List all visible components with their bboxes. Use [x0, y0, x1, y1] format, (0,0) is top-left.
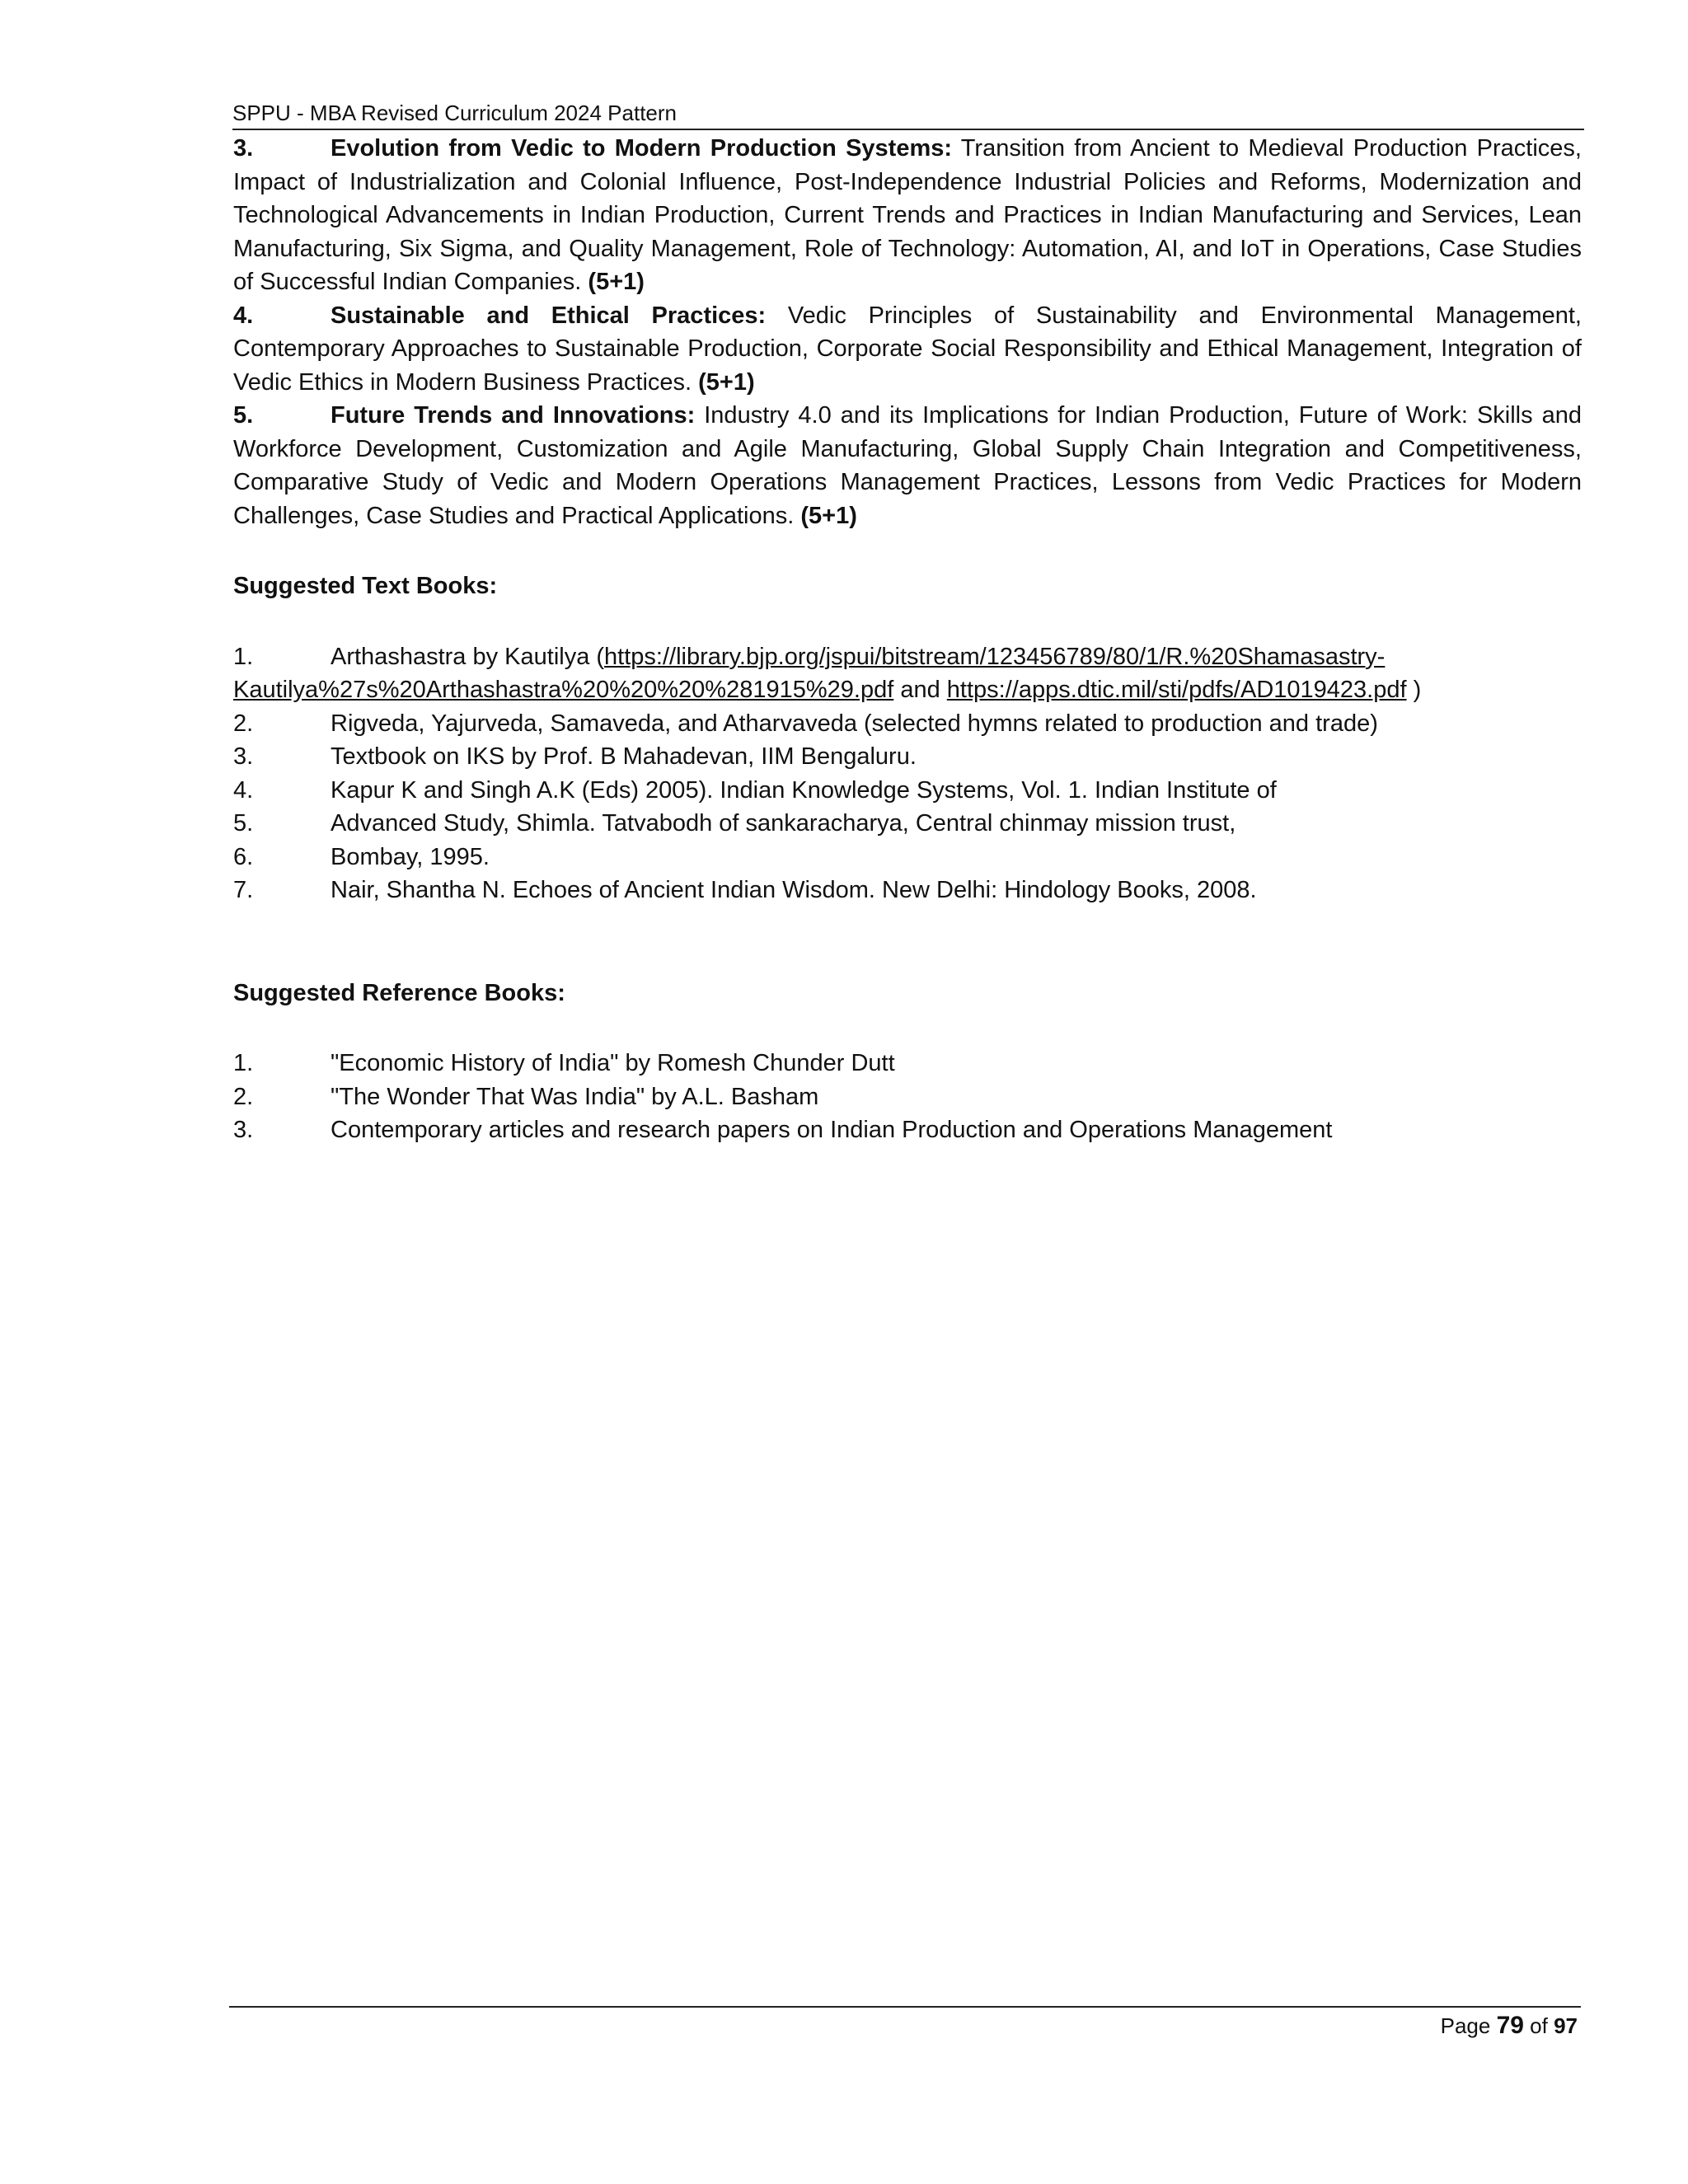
header-title: SPPU - MBA Revised Curriculum 2024 Pattern: [232, 101, 677, 125]
item-number: 2.: [233, 1083, 254, 1110]
item-text: Advanced Study, Shimla. Tatvabodh of sankaracharya, Central chinmay mission trust,: [331, 810, 1236, 837]
footer-divider: [229, 2006, 1581, 2008]
text-books-list: [233, 640, 1582, 907]
list-item: [233, 640, 1582, 707]
item-text: Nair, Shantha N. Echoes of Ancient Indian Wisdom. New Delhi: Hindology Books, 2008.: [331, 877, 1257, 903]
list-item: [233, 874, 1582, 907]
module-marks: (5+1): [800, 502, 857, 529]
item-text: Contemporary articles and research papers on Indian Production and Operations Management: [331, 1117, 1333, 1143]
item-number: 1.: [233, 643, 254, 670]
list-item: [233, 740, 1582, 774]
list-item: [233, 1113, 1582, 1147]
text-books-heading: Suggested Text Books:: [233, 573, 498, 599]
module-3: [233, 132, 1582, 299]
item-text: Rigveda, Yajurveda, Samaveda, and Atharvaveda (selected hymns related to production and trade): [331, 710, 1378, 737]
list-item: [233, 1080, 1582, 1114]
module-title: Sustainable and Ethical Practices:: [331, 302, 767, 329]
module-marks: (5+1): [588, 269, 645, 295]
list-item: [233, 774, 1582, 808]
item-number: 5.: [233, 810, 254, 837]
reference-books-heading: Suggested Reference Books:: [233, 979, 565, 1006]
page-header: [232, 99, 1584, 130]
item-prefix: Arthashastra by Kautilya (: [331, 643, 605, 670]
module-number: 5.: [233, 402, 254, 429]
module-4: [233, 299, 1582, 400]
item-number: 6.: [233, 843, 254, 870]
item-number: 1.: [233, 1050, 254, 1076]
item-text: Textbook on IKS by Prof. B Mahadevan, IIM Bengaluru.: [331, 743, 917, 770]
item-suffix: ): [1406, 677, 1422, 703]
item-text: Kapur K and Singh A.K (Eds) 2005). Indian Knowledge Systems, Vol. 1. Indian Institute of: [331, 776, 1277, 804]
total-pages: 97: [1554, 2013, 1578, 2038]
item-number: 3.: [233, 743, 254, 770]
module-number: 4.: [233, 302, 254, 329]
item-number: 7.: [233, 877, 254, 903]
item-middle: and: [893, 677, 947, 703]
module-marks: (5+1): [698, 368, 755, 396]
module-title: Evolution from Vedic to Modern Production Systems:: [331, 135, 953, 162]
module-number: 3.: [233, 135, 254, 162]
item-number: 2.: [233, 710, 254, 737]
module-body: Transition from Ancient to Medieval Production Practices, Impact of Industrialization and Colonial Influence, Post-Independence Industrial Policies and Reforms, Modernization and Technological Advancements in Indian Production, Current Trends and Practices in Indian Manufacturing and Services, Lean Manufacturing, Six Sigma, and Quality Management, Role of Technology: Automation, AI, and IoT in Operations, Case Studies of Successful Indian Companies.: [233, 135, 1582, 295]
module-title: Future Trends and Innovations:: [331, 402, 696, 429]
item-text: "The Wonder That Was India" by A.L. Basham: [331, 1083, 819, 1110]
page-number: 79: [1496, 2012, 1524, 2039]
list-item: [233, 841, 1582, 874]
module-body: Industry 4.0 and its Implications for Indian Production, Future of Work: Skills and Workforce Development, Customization and Agile Manufacturing, Global Supply Chain Integration and Competitiveness, Comparative Study of Vedic and Modern Operations Management Practices, Lessons from Vedic Practices for Modern Challenges, Case Studies and Practical Applications.: [233, 402, 1582, 529]
page-label: Page: [1440, 2013, 1497, 2038]
list-item: [233, 707, 1582, 741]
module-body: Vedic Principles of Sustainability and Environmental Management, Contemporary Approaches to Sustainable Production, Corporate Social Responsibility and Ethical Management, Integration of Vedic Ethics in Modern Business Practices.: [233, 302, 1582, 396]
item-number: 4.: [233, 776, 254, 804]
list-item: [233, 807, 1582, 841]
page-content: [233, 132, 1582, 1147]
item-text: Bombay, 1995.: [331, 843, 490, 870]
page-of: of: [1523, 2013, 1554, 2038]
arthashastra-link[interactable]: https://library.bjp.org/jspui/bitstream/123456789/80/1/R.%20Shamasastry-Kautilya%27s%20Arthashastra%20%20%20%281915%29.pdf: [233, 643, 1386, 703]
item-text: "Economic History of India" by Romesh Chunder Dutt: [331, 1050, 895, 1076]
dtic-link[interactable]: https://apps.dtic.mil/sti/pdfs/AD1019423.pdf: [946, 677, 1407, 703]
page-footer: [1441, 2009, 1578, 2042]
list-item: [233, 1047, 1582, 1080]
module-5: [233, 399, 1582, 532]
reference-books-list: [233, 1047, 1582, 1147]
item-number: 3.: [233, 1117, 254, 1143]
